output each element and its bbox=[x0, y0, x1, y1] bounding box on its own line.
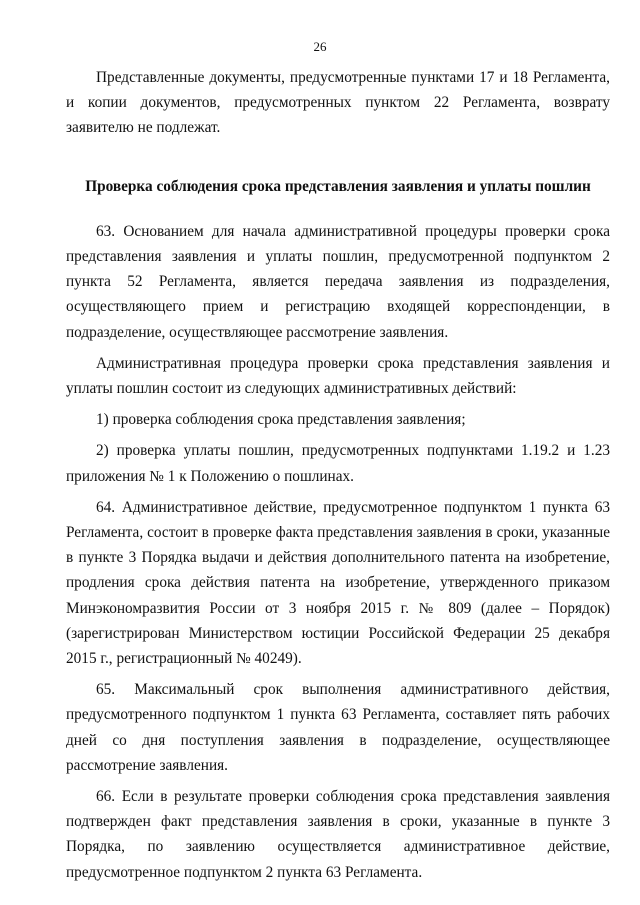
paragraph-65: 65. Максимальный срок выполнения административного действия, предусмотренного подпунктом 1 пункта 63 Регламента, составляет пять рабочих дней со дня поступления заявления в подразделение, осуществляющее рассмотрение заявления. bbox=[66, 681, 610, 774]
list-item-1: 1) проверка соблюдения срока представления заявления; bbox=[96, 411, 466, 429]
page-number: 26 bbox=[313, 39, 327, 54]
paragraph-procedure-actions: Административная процедура проверки срока представления заявления и уплаты пошлин состоит из следующих административных действий: bbox=[66, 354, 610, 398]
paragraph-63: 63. Основанием для начала административной процедуры проверки срока представления заявления и уплаты пошлин, предусмотренной подпунктом 2 пункта 52 Регламента, является передача заявления из подразделения, осуществляющего прием и регистрацию входящей корреспонденции, в подразделение, осуществляющее рассмотрение заявления. bbox=[66, 222, 610, 341]
paragraph-documents-not-returned: Представленные документы, предусмотренные пунктами 17 и 18 Регламента, и копии документов, предусмотренных пунктом 22 Регламента, возврату заявителю не подлежат. bbox=[66, 69, 610, 137]
document-body bbox=[66, 65, 610, 885]
paragraph-66: 66. Если в результате проверки соблюдения срока представления заявления подтвержден факт представления заявления в сроки, указанные в пункте 3 Порядка, по заявлению осуществляется административное действие, предусмотренное подпунктом 2 пункта 63 Регламента. bbox=[66, 788, 610, 881]
list-item-2: 2) проверка уплаты пошлин, предусмотренных подпунктами 1.19.2 и 1.23 приложения № 1 к Положению о пошлинах. bbox=[66, 442, 610, 485]
section-heading: Проверка соблюдения срока представления заявления и уплаты пошлин bbox=[85, 177, 591, 195]
paragraph-64: 64. Административное действие, предусмотренное подпунктом 1 пункта 63 Регламента, состоит в проверке факта представления заявления в сроки, указанные в пункте 3 Порядка выдачи и действия дополнительного патента на изобретение, продления срока действия патента на изобретение, утвержденного приказом Минэкономразвития России от 3 ноября 2015 г. № 809 (далее – Порядок) (зарегистрирован Министерством юстиции Российской Федерации 25 декабря 2015 г., регистрационный № 40249). bbox=[66, 498, 610, 668]
